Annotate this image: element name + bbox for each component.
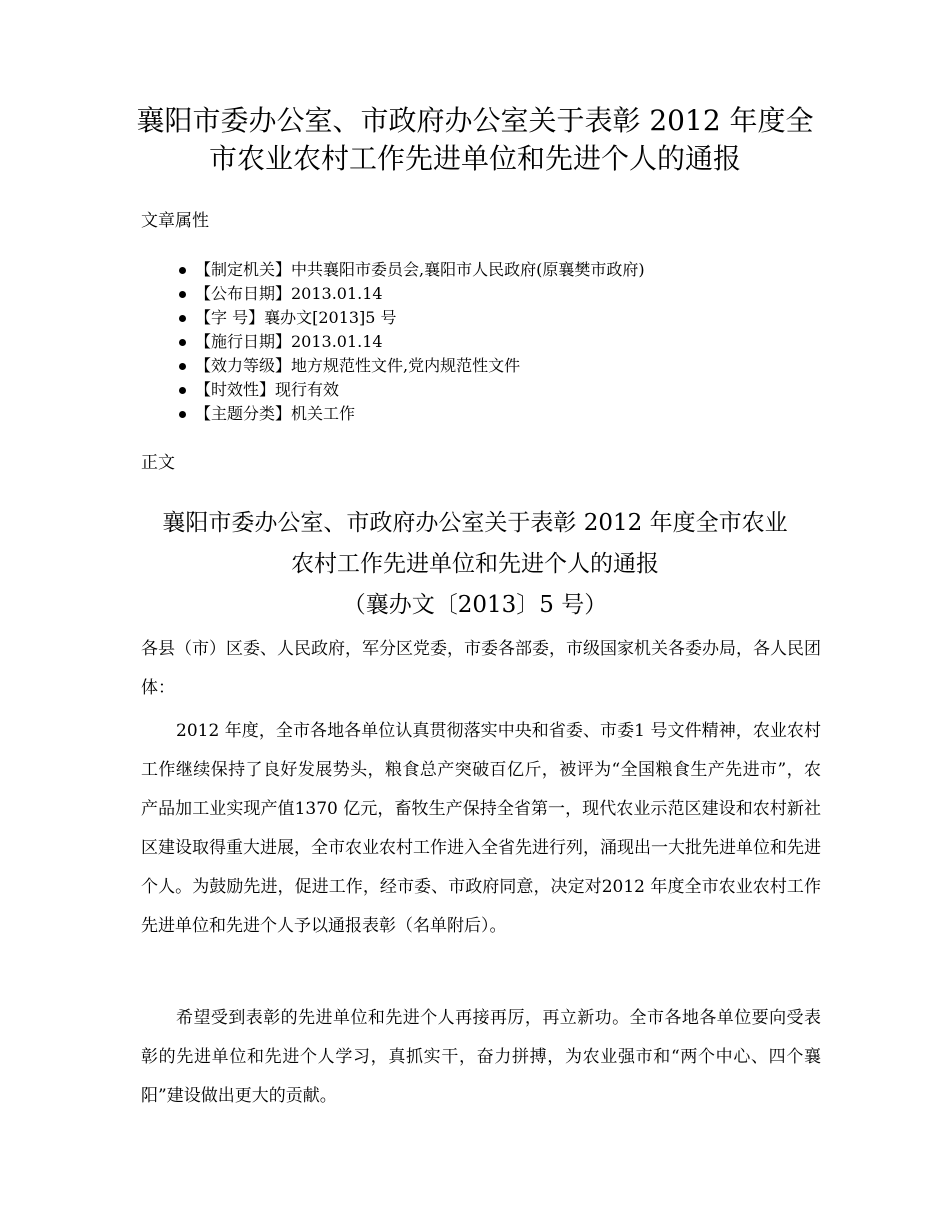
attributes-list	[141, 258, 645, 426]
attribute-item	[141, 330, 645, 354]
body-title-line-2: 农村工作先进单位和先进个人的通报	[291, 551, 659, 577]
attribute-text: 【施行日期】2013.01.14	[195, 332, 383, 351]
addressee-paragraph: 各县（市）区委、人民政府，军分区党委，市委各部委，市级国家机关各委办局，各人民团体：	[141, 639, 821, 698]
attribute-item	[141, 378, 645, 402]
bullet-icon	[179, 363, 186, 370]
bullet-icon	[179, 339, 186, 346]
attribute-text: 【字 号】襄办文[2013]5 号	[195, 308, 397, 327]
attribute-item	[141, 354, 645, 378]
bullet-icon	[179, 267, 186, 274]
body-paragraph-1: 2012 年度，全市各地各单位认真贯彻落实中央和省委、市委1 号文件精神，农业农村工作继续保持了良好发展势头，粮食总产突破百亿斤，被评为“全国粮食生产先进市”，农产品加工业实现产值1370 亿元，畜牧生产保持全省第一，现代农业示范区建设和农村新社区建设取得重大进展，全市农业农村工作进入全省先进行列，涌现出一大批先进单位和先进个人。为鼓励先进，促进工作，经市委、市政府同意，决定对2012 年度全市农业农村工作先进单位和先进个人予以通报表彰（名单附后）。	[141, 721, 821, 936]
attribute-text: 【制定机关】中共襄阳市委员会,襄阳市人民政府(原襄樊市政府)	[195, 260, 645, 279]
attribute-item	[141, 306, 645, 330]
bullet-icon	[179, 387, 186, 394]
attribute-text: 【公布日期】2013.01.14	[195, 284, 383, 303]
attribute-item	[141, 258, 645, 282]
bullet-icon	[179, 315, 186, 322]
body-label: 正文	[141, 453, 175, 473]
attribute-text: 【效力等级】地方规范性文件,党内规范性文件	[195, 356, 521, 375]
attribute-item	[141, 282, 645, 306]
body-title	[120, 503, 830, 626]
document-number: （襄办文〔2013〕5 号）	[342, 592, 608, 618]
document-title-line-1: 襄阳市委办公室、市政府办公室关于表彰 2012 年度全	[136, 104, 814, 137]
document-title-line-2: 市农业农村工作先进单位和先进个人的通报	[208, 142, 741, 175]
bullet-icon	[179, 411, 186, 418]
attributes-label: 文章属性	[141, 211, 209, 231]
document-title	[120, 102, 830, 178]
body-title-line-1: 襄阳市委办公室、市政府办公室关于表彰 2012 年度全市农业	[162, 510, 788, 536]
attribute-text: 【主题分类】机关工作	[195, 404, 356, 423]
attribute-item	[141, 402, 645, 426]
attribute-text: 【时效性】现行有效	[195, 380, 340, 399]
bullet-icon	[179, 291, 186, 298]
body-paragraph-2: 希望受到表彰的先进单位和先进个人再接再厉，再立新功。全市各地各单位要向受表彰的先进单位和先进个人学习，真抓实干，奋力拼搏，为农业强市和“两个中心、四个襄阳”建设做出更大的贡献。	[141, 1008, 821, 1106]
